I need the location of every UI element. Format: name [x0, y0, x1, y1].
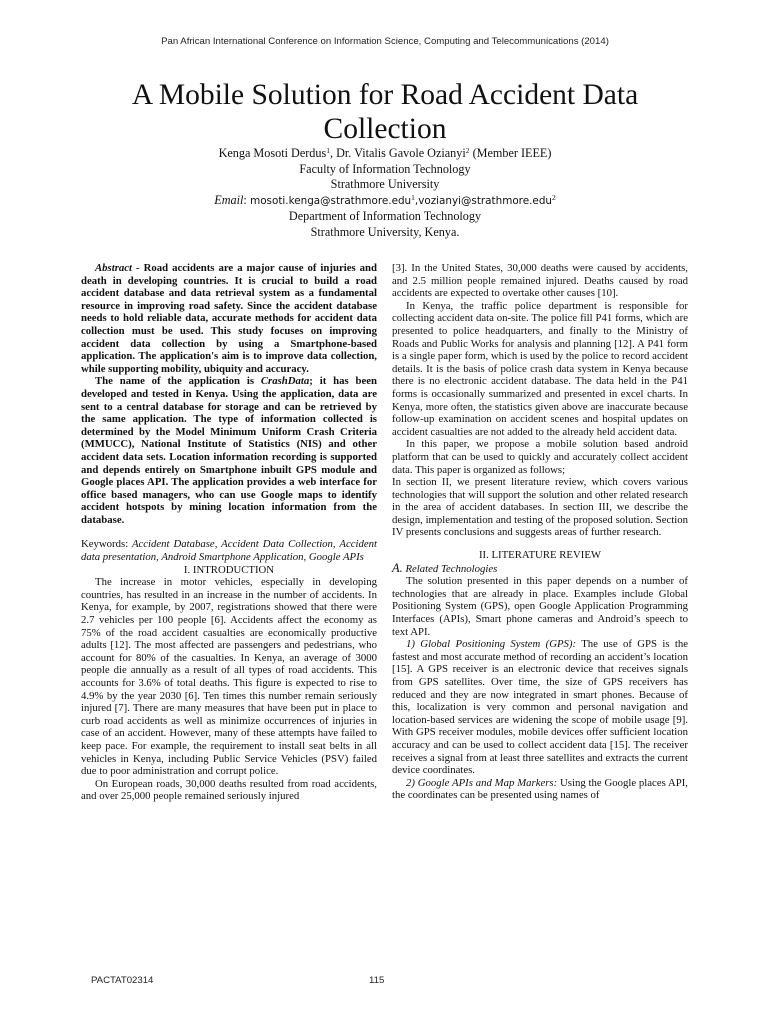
- maps-paragraph: 2) Google APIs and Map Markers: Using the Google places API, the coordinates can be presented using names of: [392, 776, 688, 802]
- right-column: [392, 262, 688, 802]
- intro-paragraph-3: [3]. In the United States, 30,000 deaths were caused by accidents, and 2.5 million people remained injured. Deaths caused by road accidents are expected to overtake other causes [10].: [392, 262, 688, 300]
- section-heading-literature-review: II. LITERATURE REVIEW: [478, 549, 602, 562]
- email-label: Email: [214, 192, 244, 207]
- keywords-paragraph: Keywords: Accident Database, Accident Data Collection, Accident data presentation, Android Smartphone Application, Google APIs: [81, 538, 377, 564]
- author-block: [120, 146, 650, 240]
- subsection-heading-related-technologies: A. Related Technologies: [392, 560, 498, 575]
- author-names: [120, 146, 650, 162]
- conference-header: Pan African International Conference on Information Science, Computing and Telecommunications (2014): [161, 36, 609, 47]
- paper-title: A Mobile Solution for Road Accident Data Collection: [131, 79, 639, 145]
- email-colon: :: [243, 192, 247, 207]
- intro-paragraph-4: In Kenya, the traffic police department is responsible for collecting accident data on-site. The police fill P41 forms, which are presented to police headquarters, and finally to the Ministry of Roads and Public Works for analysis and planning [12]. A P41 form is a single paper form, which is used by the police to record accident details. It is the basis of police crash data system in Kenya because there is no electronic accident database. The data held in the P41 forms is occasionally summarized and presented in excel charts. In Kenya, more often, the statistics given above are inaccurate because follow-up examination on accident scenes and hospital updates on accident casualties are not added to the already held accident data.: [392, 299, 688, 438]
- author-2: , Dr. Vitalis Gavole Ozianyi: [329, 146, 466, 160]
- email-sup-1: 1: [411, 192, 415, 202]
- intro-paragraph-2: On European roads, 30,000 deaths resulted from road accidents, and over 25,000 people remained seriously injured: [81, 777, 377, 803]
- intro-paragraph-1: The increase in motor vehicles, especially in developing countries, has resulted in an increase in the number of accidents. In Kenya, for example, by 2007, registrations showed that there were 2.7 vehicles per 100 people [6]. Accidents affect the economy as 75% of the road accident casualties are economically productive adults [12]. The most affected are passengers and pedestrians, who account for 80% of the casualties. In Kenya, an average of 3000 people die annually as a result of all types of road accidents. This accounts for 3.6% of total deaths. This figure is expected to rise to 4.9% by the year 2030 [6]. Ten times this number remain seriously injured [7]. There are many measures that have been put in place to curb road accidents as well as minimize occurrences of injuries in case of an accident. However, many of these attempts have failed to keep pace. For example, the requirement to install seat belts in all vehicles in Kenya, including Public Service Vehicles (PSV) failed due to poor administration and corrupt police.: [81, 576, 377, 778]
- intro-paragraph-6: In section II, we present literature review, which covers various technologies that will support the solution and other related research in the area of accident databases. In section III, we describe the design, implementation and testing of the proposed solution. Section IV presents conclusions and suggests areas of further research.: [392, 476, 688, 539]
- affiliation-location: Strathmore University, Kenya.: [310, 224, 460, 239]
- abstract-paragraph: [81, 262, 377, 375]
- author-1-sup: 1: [326, 146, 330, 155]
- abstract-paragraph-2: The name of the application is CrashData; it has been developed and tested in Kenya. Using the application, data are sent to a central database for storage and can be retrieved by the same application. The type of information collected is determined by the Model Minimum Uniform Crash Criteria (MMUCC), National Institute of Statistics (NIS) and other accident data sets. Location information recording is supported and depends entirely on Smartphone inbuilt GPS module and Google places API. The application provides a web interface for office based managers, who can use Google maps to identify accident hotspots by mining location information from the database.: [81, 375, 378, 526]
- author-2-sup: 2: [465, 146, 470, 155]
- maps-subheading: 2) Google APIs and Map Markers:: [406, 776, 558, 789]
- author-membership: (Member IEEE): [469, 146, 552, 160]
- intro-paragraph-5: In this paper, we propose a mobile solution based android platform that can be used to quickly and accurately collect accident data. This paper is organized as follows;: [392, 438, 688, 476]
- affiliation-faculty: Faculty of Information Technology: [299, 161, 471, 176]
- gps-subheading: 1) Global Positioning System (GPS):: [406, 638, 577, 651]
- section-heading-introduction: I. INTRODUCTION: [183, 563, 275, 576]
- affiliation-department: Department of Information Technology: [288, 209, 482, 223]
- abstract-text: - Road accidents are a major cause of injuries and death in developing countries. It is crucial to build a road accident database and data retrieval system as a fundamental resource in improving road safety. Since the accident database needs to hold reliable data, accurate methods for accident data collection must be used. This study focuses on improving accident data collection by using a Smartphone-based application. The application's aim is to improve data collection, while supporting mobility, ubiquity and accuracy.: [81, 262, 377, 375]
- app-name: CrashData: [260, 375, 310, 388]
- page-number: 115: [369, 975, 385, 986]
- abstract-label: Abstract: [95, 262, 133, 274]
- left-column: [81, 262, 377, 803]
- footer-paper-code: PACTAT02314: [91, 975, 154, 986]
- affiliation-university: Strathmore University: [330, 177, 440, 191]
- email-line: [120, 193, 650, 210]
- keywords-text: Accident Database, Accident Data Collection, Accident data presentation, Android Smartphone Application, Google APIs: [81, 538, 377, 564]
- email-address-2: ,vozianyi@strathmore.edu: [414, 194, 552, 207]
- author-1: Kenga Mosoti Derdus: [218, 146, 327, 160]
- email-sup-2: 2: [552, 192, 556, 202]
- lit-paragraph-1: The solution presented in this paper depends on a number of technologies that are already in place. Examples include Global Positioning System (GPS), open Google Application Programming Interfaces (APIs), Smart phone cameras and Android’s speech to text API.: [392, 575, 688, 638]
- email-address-1: mosoti.kenga@strathmore.edu: [246, 194, 412, 207]
- keywords-label: Keywords: [81, 538, 126, 551]
- gps-paragraph: 1) Global Positioning System (GPS): The use of GPS is the fastest and most accurate method of recording an accident’s location [15]. A GPS receiver is an electronic device that receives signals from GPS satellites. Over time, the size of GPS receivers has reduced and they are now integrated in smart phones. Because of this, localization is very common and personal navigation and location-based services are widening the scope of mobile usage [9]. With GPS receiver modules, mobile devices offer sufficient location accuracy and can be used to collect accident data [15]. The receiver receives a signal from at least three satellites and extracts the current device coordinates.: [392, 638, 688, 777]
